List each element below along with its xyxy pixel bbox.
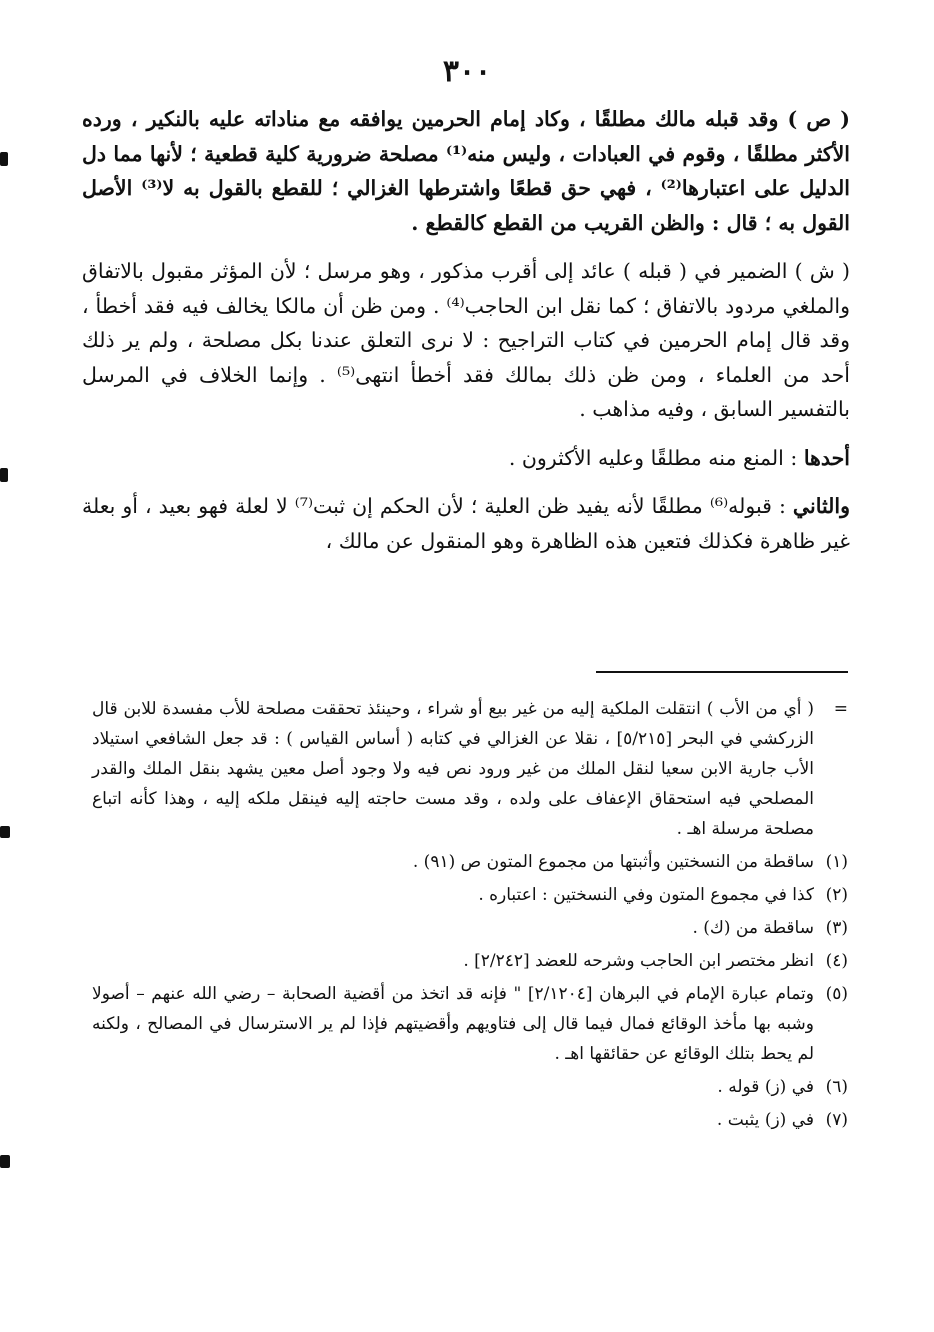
first-opinion-lead: أحدها (803, 445, 850, 470)
footnote-1 (92, 847, 848, 877)
footnote-3 (92, 913, 848, 943)
footnote-mark: (٥) (825, 984, 848, 1004)
footnote-mark: (٧) (825, 1110, 848, 1130)
scan-edge-mark (0, 826, 10, 838)
footnote-mark: (١) (825, 852, 848, 872)
footnote-text: ( أي من الأب ) انتقلت الملكية إليه من غير بيع أو شراء ، وحينئذ تحققت مصلحة للأب مفسدة للابن قال الزركشي في البحر [٥/٢١٥] ، نقلا عن الغزالي في كتابه ( أساس القياس ) : قد جعل الشافعي استيلاد الأب جارية الابن سعيا لنقل الملك من غير ورود نص فيه ولا وجود أصل معين يشهد بنقل الملك والقدر المصلحي فيه استحقاق الإعفاف على ولده ، وقد مست حاجته إليه فينقل ملكه إليه ، وهذا كأنه اتباع مصلحة مرسلة اهـ . (92, 699, 814, 839)
second-opinion-lead: والثاني (792, 494, 850, 518)
footnote-mark: (٤) (825, 951, 848, 971)
footnote-5 (92, 979, 848, 1069)
footnote-text: ساقطة من النسختين وأثبتها من مجموع المتون ص (٩١) . (412, 852, 814, 872)
scan-edge-mark (0, 1155, 10, 1168)
footnote-mark: (٢) (825, 885, 848, 905)
footnote-text: وتمام عبارة الإمام في البرهان [٢/١٢٠٤] " فإنه قد اتخذ من أقضية الصحابة – رضي الله عنهم – أصولا وشبه بها مأخذ الوقائع فمال فيما قال إلى فتاويهم وأقضيتهم فإذا لم ير الاسترسال في المصالح ، ولكنه لم يحط بتلك الوقائع عن حقائقها اهـ . (92, 984, 814, 1064)
footnote-mark: (٣) (825, 918, 848, 938)
page-number: ٣٠٠ (442, 54, 492, 89)
footnote-text: انظر مختصر ابن الحاجب وشرحه للعضد [٢/٢٤٢] . (463, 951, 814, 971)
footnote-continuation (92, 694, 848, 844)
scan-edge-mark (0, 468, 8, 482)
first-opinion-paragraph (82, 441, 850, 476)
scan-edge-mark (0, 152, 8, 166)
footnote-7 (92, 1105, 848, 1135)
first-opinion-text: : المنع منه مطلقًا وعليه الأكثرون . (508, 445, 798, 470)
footnotes (92, 694, 848, 1138)
footnote-separator (596, 671, 848, 673)
footnote-mark: = (833, 699, 848, 719)
second-opinion-paragraph (82, 489, 850, 558)
footnote-text: ساقطة من (ك) . (692, 918, 814, 938)
main-text (82, 102, 850, 558)
footnote-4 (92, 946, 848, 976)
matn-paragraph: ( ص ) وقد قبله مالك مطلقًا ، وكاد إمام الحرمين يوافقه مع مناداته عليه بالنكير ، ورده الأكثر مطلقًا ، وقوم في العبادات ، وليس منه⁽¹⁾ مصلحة ضرورية كلية قطعية ؛ لأنها مما دل الدليل على اعتبارها⁽²⁾ ، فهي حق قطعًا واشترطها الغزالي ؛ للقطع بالقول به لا⁽³⁾ الأصل القول به ؛ قال : والظن القريب من القطع كالقطع . (82, 107, 850, 235)
footnote-text: في (ز) قوله . (717, 1077, 814, 1097)
footnote-text: كذا في مجموع المتون وفي النسختين : اعتباره . (478, 885, 814, 905)
sharh-paragraph: ( ش ) الضمير في ( قبله ) عائد إلى أقرب مذكور ، وهو مرسل ؛ لأن المؤثر مقبول بالاتفاق والملغي مردود بالاتفاق ؛ كما نقل ابن الحاجب⁽⁴⁾ . ومن ظن أن مالكا يخالف فيه فقد أخطأ ، وقد قال إمام الحرمين في كتاب التراجيح : لا نرى التعلق عندنا بكل مصلحة ، ولم ير ذلك أحد من العلماء ، ومن ظن ذلك بمالك فقد أخطأ انتهى⁽⁵⁾ . وإنما الخلاف في المرسل بالتفسير السابق ، وفيه مذاهب . (82, 259, 850, 421)
footnote-6 (92, 1072, 848, 1102)
footnote-mark: (٦) (825, 1077, 848, 1097)
footnote-2 (92, 880, 848, 910)
footnote-text: في (ز) يثبت . (716, 1110, 814, 1130)
second-opinion-text: : قبوله⁽⁶⁾ مطلقًا لأنه يفيد ظن العلية ؛ لأن الحكم إن ثبت⁽⁷⁾ لا لعلة فهو بعيد ، أو بعلة غير ظاهرة فكذلك فتعين هذه الظاهرة وهو المنقول عن مالك ، (82, 494, 850, 553)
